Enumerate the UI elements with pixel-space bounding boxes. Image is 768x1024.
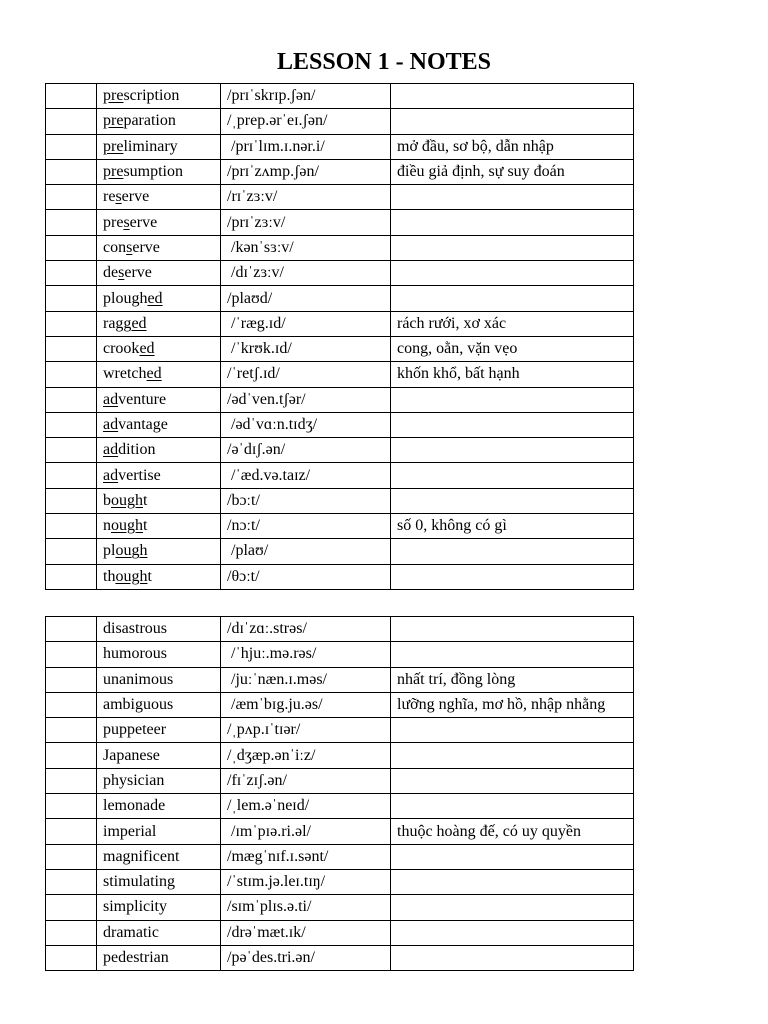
ipa-cell [221, 488, 391, 513]
word-text: puppeteer [103, 721, 167, 739]
table-row [46, 794, 634, 819]
meaning-cell [391, 945, 634, 970]
ipa-cell [221, 210, 391, 235]
meaning-cell [391, 463, 634, 488]
word-suffix: t [147, 567, 152, 585]
word-underlined-part: ad [103, 466, 119, 484]
word-underlined-part: s [126, 238, 133, 256]
table-row [46, 336, 634, 361]
ipa-cell [221, 539, 391, 564]
page-title: LESSON 1 - NOTES [276, 49, 492, 75]
ipa-cell [221, 819, 391, 844]
ipa-cell [221, 667, 391, 692]
word-suffix: t [143, 491, 148, 509]
row-number-cell [46, 945, 97, 970]
row-number-cell [46, 438, 97, 463]
ipa-cell [221, 185, 391, 210]
meaning-cell [391, 895, 634, 920]
ipa-cell [221, 412, 391, 437]
row-number-cell [46, 261, 97, 286]
table-row [46, 185, 634, 210]
table-row [46, 235, 634, 260]
ipa-text: /ˈstɪm.jə.leɪ.tɪŋ/ [227, 873, 326, 891]
word-cell [97, 387, 221, 412]
table-row [46, 362, 634, 387]
word-underlined-part: ed [131, 314, 147, 332]
word-underlined-part: s [118, 264, 125, 282]
word-cell [97, 743, 221, 768]
meaning-cell [391, 617, 634, 642]
word-prefix: re [103, 188, 116, 206]
word-cell [97, 920, 221, 945]
row-number-cell [46, 109, 97, 134]
table-row [46, 844, 634, 869]
ipa-cell [221, 617, 391, 642]
meaning-cell [391, 794, 634, 819]
table-row [46, 539, 634, 564]
ipa-text: /kənˈsɜːv/ [227, 238, 294, 256]
row-number-cell [46, 743, 97, 768]
word-text: physician [103, 771, 165, 789]
row-number-cell [46, 235, 97, 260]
table-row [46, 514, 634, 539]
word-cell [97, 159, 221, 184]
word-cell [97, 438, 221, 463]
word-cell [97, 261, 221, 286]
table-row [46, 159, 634, 184]
ipa-cell [221, 235, 391, 260]
table-row [46, 210, 634, 235]
word-underlined-part: pre [103, 87, 124, 105]
row-number-cell [46, 159, 97, 184]
word-cell [97, 311, 221, 336]
word-cell [97, 84, 221, 109]
ipa-text: /mægˈnɪf.ɪ.sənt/ [227, 847, 329, 865]
ipa-cell [221, 869, 391, 894]
table-row [46, 869, 634, 894]
table-row [46, 488, 634, 513]
word-suffix: vertise [118, 466, 161, 484]
word-cell [97, 564, 221, 589]
ipa-text: /prɪˈlɪm.ɪ.nər.i/ [227, 137, 325, 155]
ipa-text: /dɪˈzɑː.strəs/ [227, 620, 307, 638]
meaning-cell [391, 109, 634, 134]
word-prefix: ragg [103, 314, 132, 332]
ipa-cell [221, 844, 391, 869]
table-row [46, 895, 634, 920]
word-underlined-part: ough [111, 491, 143, 509]
row-number-cell [46, 134, 97, 159]
word-cell [97, 844, 221, 869]
ipa-text: /dɪˈzɜːv/ [227, 264, 284, 282]
row-number-cell [46, 642, 97, 667]
word-cell [97, 692, 221, 717]
ipa-text: /fɪˈzɪʃ.ən/ [227, 771, 287, 789]
word-suffix: erve [132, 238, 160, 256]
meaning-cell [391, 134, 634, 159]
word-prefix: de [103, 264, 119, 282]
meaning-cell [391, 387, 634, 412]
meaning-text: lưỡng nghĩa, mơ hồ, nhập nhằng [397, 696, 606, 714]
ipa-text: /ˌlem.əˈneɪd/ [227, 797, 310, 815]
word-cell [97, 667, 221, 692]
word-cell [97, 286, 221, 311]
ipa-cell [221, 387, 391, 412]
word-cell [97, 514, 221, 539]
word-cell [97, 895, 221, 920]
word-cell [97, 210, 221, 235]
ipa-text: /ɪmˈpɪə.ri.əl/ [227, 822, 311, 840]
ipa-text: /ˌpʌp.ɪˈtɪər/ [227, 721, 301, 739]
word-text: unanimous [103, 670, 174, 688]
meaning-text: nhất trí, đồng lòng [397, 670, 516, 688]
meaning-text: cong, oằn, vặn vẹo [397, 340, 518, 358]
word-prefix: pre [103, 213, 124, 231]
ipa-text: /ˈkrʊk.ɪd/ [227, 340, 292, 358]
meaning-cell [391, 286, 634, 311]
ipa-text: /ˌprep.ərˈeɪ.ʃən/ [227, 112, 328, 130]
row-number-cell [46, 844, 97, 869]
table-row [46, 84, 634, 109]
ipa-cell [221, 134, 391, 159]
row-number-cell [46, 488, 97, 513]
word-cell [97, 134, 221, 159]
row-number-cell [46, 336, 97, 361]
ipa-cell [221, 311, 391, 336]
ipa-cell [221, 336, 391, 361]
ipa-cell [221, 362, 391, 387]
word-suffix: liminary [123, 137, 178, 155]
ipa-cell [221, 743, 391, 768]
meaning-text: mở đầu, sơ bộ, dẫn nhập [397, 137, 554, 155]
meaning-cell [391, 311, 634, 336]
meaning-cell [391, 84, 634, 109]
table-row [46, 387, 634, 412]
word-underlined-part: ed [139, 340, 155, 358]
meaning-text: rách rưới, xơ xác [397, 314, 507, 332]
ipa-text: /prɪˈzʌmp.ʃən/ [227, 163, 319, 181]
word-suffix: dition [118, 441, 156, 459]
table-row [46, 463, 634, 488]
row-number-cell [46, 869, 97, 894]
table-row [46, 920, 634, 945]
meaning-text: khốn khổ, bất hạnh [397, 365, 520, 383]
ipa-text: /drəˈmæt.ɪk/ [227, 923, 306, 941]
meaning-cell [391, 514, 634, 539]
row-number-cell [46, 514, 97, 539]
ipa-cell [221, 463, 391, 488]
ipa-text: /rɪˈzɜːv/ [227, 188, 278, 206]
word-text: simplicity [103, 898, 167, 916]
word-prefix: n [103, 517, 111, 535]
meaning-cell [391, 819, 634, 844]
ipa-cell [221, 794, 391, 819]
table-row [46, 261, 634, 286]
word-cell [97, 488, 221, 513]
word-cell [97, 463, 221, 488]
word-text: humorous [103, 645, 167, 663]
ipa-text: /θɔːt/ [227, 567, 260, 585]
word-underlined-part: s [115, 188, 122, 206]
ipa-cell [221, 84, 391, 109]
table-row [46, 286, 634, 311]
word-cell [97, 945, 221, 970]
row-number-cell [46, 84, 97, 109]
ipa-text: /sɪmˈplɪs.ə.ti/ [227, 898, 312, 916]
ipa-text: /pəˈdes.tri.ən/ [227, 949, 315, 966]
ipa-text: /nɔːt/ [227, 517, 260, 535]
word-suffix: t [143, 517, 148, 535]
word-cell [97, 412, 221, 437]
meaning-cell [391, 642, 634, 667]
ipa-text: /bɔːt/ [227, 491, 260, 509]
row-number-cell [46, 362, 97, 387]
row-number-cell [46, 286, 97, 311]
word-cell [97, 617, 221, 642]
meaning-cell [391, 159, 634, 184]
row-number-cell [46, 768, 97, 793]
meaning-cell [391, 692, 634, 717]
ipa-cell [221, 945, 391, 970]
word-cell [97, 235, 221, 260]
word-suffix: sumption [123, 163, 183, 181]
vocab-table-2 [45, 616, 634, 971]
word-suffix: erve [121, 188, 150, 206]
row-number-cell [46, 412, 97, 437]
row-number-cell [46, 387, 97, 412]
word-underlined-part: ough [111, 517, 143, 535]
table-row [46, 819, 634, 844]
word-suffix: scription [123, 87, 180, 105]
ipa-cell [221, 514, 391, 539]
word-text: lemonade [103, 797, 166, 815]
word-text: disastrous [103, 620, 167, 638]
word-text: stimulating [103, 873, 175, 891]
meaning-cell [391, 920, 634, 945]
table-row [46, 617, 634, 642]
meaning-cell [391, 844, 634, 869]
vocab-table-1 [45, 83, 634, 590]
ipa-cell [221, 718, 391, 743]
ipa-text: /ədˈven.tʃər/ [227, 390, 306, 408]
row-number-cell [46, 210, 97, 235]
meaning-cell [391, 488, 634, 513]
ipa-text: /ədˈvɑːn.tɪdʒ/ [227, 416, 318, 433]
word-suffix: erve [124, 264, 152, 282]
row-number-cell [46, 920, 97, 945]
word-underlined-part: ough [115, 567, 148, 585]
word-prefix: con [103, 238, 127, 256]
word-underlined-part: ed [146, 365, 162, 383]
table-row [46, 743, 634, 768]
ipa-text: /plaʊd/ [227, 289, 273, 307]
meaning-cell [391, 667, 634, 692]
ipa-cell [221, 159, 391, 184]
ipa-cell [221, 261, 391, 286]
ipa-text: /plaʊ/ [227, 542, 269, 560]
table-row [46, 311, 634, 336]
meaning-cell [391, 362, 634, 387]
word-cell [97, 362, 221, 387]
row-number-cell [46, 564, 97, 589]
word-text: Japanese [103, 746, 160, 764]
word-underlined-part: ough [115, 542, 148, 560]
word-cell [97, 768, 221, 793]
word-cell [97, 539, 221, 564]
meaning-cell [391, 539, 634, 564]
ipa-text: /əˈdɪʃ.ən/ [227, 441, 286, 459]
table-row [46, 692, 634, 717]
word-suffix: paration [123, 112, 176, 130]
ipa-cell [221, 564, 391, 589]
ipa-text: /ˈretʃ.ɪd/ [227, 365, 280, 383]
word-cell [97, 642, 221, 667]
word-underlined-part: ad [103, 441, 119, 459]
ipa-text: /ˈræg.ɪd/ [227, 314, 286, 332]
row-number-cell [46, 667, 97, 692]
table-row [46, 642, 634, 667]
meaning-text: số 0, không có gì [397, 517, 507, 535]
ipa-text: /ˈæd.və.taɪz/ [227, 466, 311, 484]
row-number-cell [46, 895, 97, 920]
word-text: ambiguous [103, 696, 174, 714]
table-row [46, 134, 634, 159]
word-cell [97, 869, 221, 894]
ipa-cell [221, 642, 391, 667]
table-row [46, 718, 634, 743]
ipa-cell [221, 920, 391, 945]
row-number-cell [46, 539, 97, 564]
ipa-cell [221, 109, 391, 134]
row-number-cell [46, 185, 97, 210]
row-number-cell [46, 617, 97, 642]
meaning-cell [391, 768, 634, 793]
word-prefix: wretch [103, 365, 147, 383]
meaning-cell [391, 336, 634, 361]
word-prefix: pl [103, 542, 116, 560]
word-underlined-part: pre [103, 112, 124, 130]
ipa-cell [221, 438, 391, 463]
meaning-cell [391, 438, 634, 463]
ipa-text: /ˌdʒæp.ənˈiːz/ [227, 746, 316, 764]
meaning-text: điều giả định, sự suy đoán [397, 163, 565, 181]
ipa-cell [221, 692, 391, 717]
word-cell [97, 718, 221, 743]
meaning-text: thuộc hoàng đế, có uy quyền [397, 822, 581, 840]
row-number-cell [46, 718, 97, 743]
word-underlined-part: ed [147, 289, 163, 307]
table-row [46, 768, 634, 793]
word-cell [97, 185, 221, 210]
row-number-cell [46, 794, 97, 819]
word-underlined-part: s [123, 213, 130, 231]
ipa-text: /æmˈbɪg.ju.əs/ [227, 696, 323, 714]
ipa-text: /ˈhjuː.mə.rəs/ [227, 645, 317, 663]
word-cell [97, 336, 221, 361]
word-cell [97, 819, 221, 844]
ipa-text: /prɪˈzɜːv/ [227, 213, 286, 231]
word-suffix: vantage [118, 416, 168, 433]
row-number-cell [46, 819, 97, 844]
table-row [46, 438, 634, 463]
meaning-cell [391, 261, 634, 286]
meaning-cell [391, 743, 634, 768]
word-prefix: th [103, 567, 116, 585]
row-number-cell [46, 463, 97, 488]
table-row [46, 667, 634, 692]
meaning-cell [391, 210, 634, 235]
ipa-cell [221, 286, 391, 311]
ipa-text: /prɪˈskrɪp.ʃən/ [227, 87, 316, 105]
meaning-cell [391, 564, 634, 589]
word-underlined-part: ad [103, 416, 119, 433]
ipa-cell [221, 895, 391, 920]
word-cell [97, 794, 221, 819]
word-suffix: erve [129, 213, 158, 231]
meaning-cell [391, 412, 634, 437]
word-underlined-part: ad [103, 390, 119, 408]
word-cell [97, 109, 221, 134]
word-underlined-part: pre [103, 137, 124, 155]
word-suffix: venture [118, 390, 167, 408]
table-row [46, 412, 634, 437]
meaning-cell [391, 718, 634, 743]
meaning-cell [391, 869, 634, 894]
meaning-cell [391, 185, 634, 210]
word-text: magnificent [103, 847, 180, 865]
meaning-cell [391, 235, 634, 260]
ipa-text: /juːˈnæn.ɪ.məs/ [227, 670, 327, 688]
table-row [46, 945, 634, 970]
table-row [46, 109, 634, 134]
row-number-cell [46, 311, 97, 336]
word-prefix: plough [103, 289, 148, 307]
word-underlined-part: pre [103, 163, 124, 181]
word-prefix: b [103, 491, 111, 509]
ipa-cell [221, 768, 391, 793]
row-number-cell [46, 692, 97, 717]
table-row [46, 564, 634, 589]
word-text: pedestrian [103, 949, 169, 966]
word-prefix: crook [103, 340, 140, 358]
word-text: imperial [103, 822, 157, 840]
word-text: dramatic [103, 923, 159, 941]
